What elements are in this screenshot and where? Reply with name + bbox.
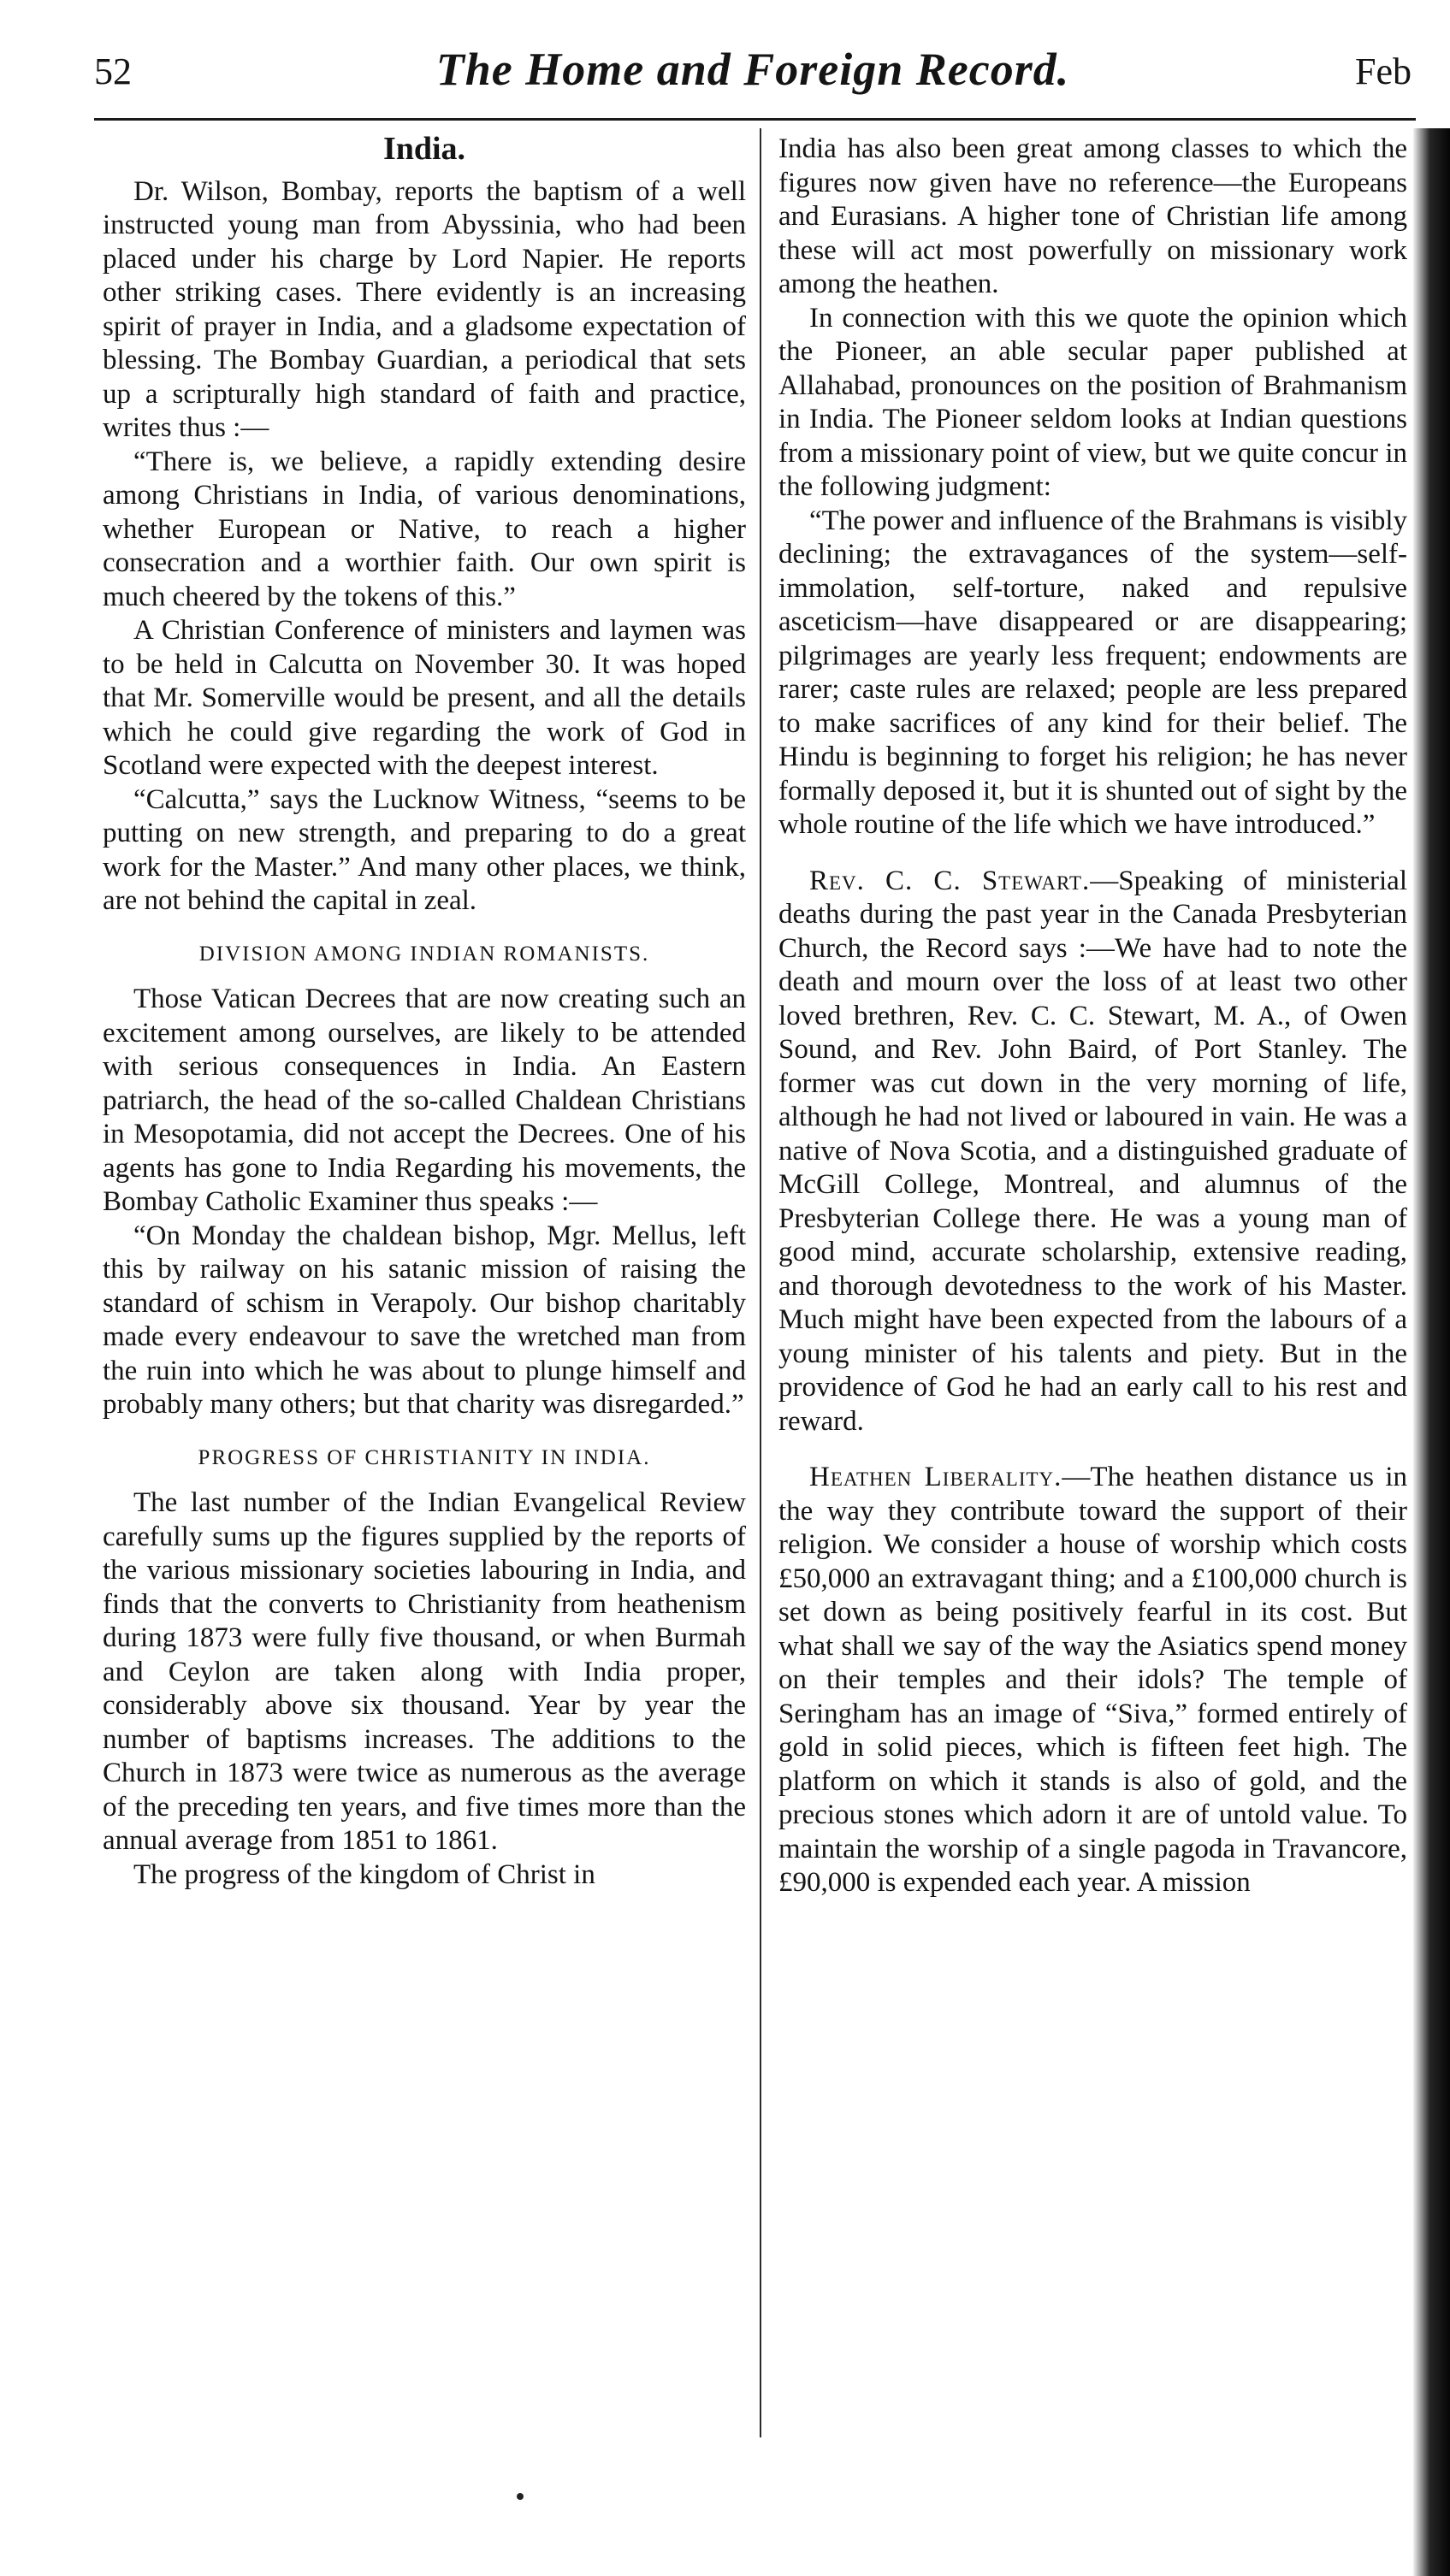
page-mark: [517, 2493, 524, 2500]
header-month: Feb: [1355, 50, 1412, 92]
header-rule: [94, 118, 1416, 121]
journal-title: The Home and Foreign Record.: [435, 44, 1070, 95]
paragraph: A Christian Conference of ministers and laymen was to be held in Calcutta on November 30. It was hoped that Mr. Somerville would be present, and all the details which he could give regarding the work of God in Scotland were expected with the deepest interest.: [103, 615, 746, 781]
page-number: 52: [94, 50, 132, 92]
paragraph: India has also been great among classes to which the figures now given have no reference—the Europeans and Eurasians. A higher tone of Christian life among these will act most powerfully on missionary work among the heathen.: [778, 133, 1407, 299]
column-divider: [760, 128, 761, 2437]
quote-paragraph: “The power and influence of the Brahmans is visibly declining; the extravagances of the system—self-immolation, self-torture, naked and repulsive asceticism—have disappeared or are disappearing; pilgrimages are yearly less frequent; endowments are rarer; caste rules are relaxed; people are less prepared to make sacrifices of any kind for their belief. The Hindu is beginning to forget his religion; he has never formally deposed it, but it is shunted out of sight by the whole routine of the life which we have introduced.”: [778, 505, 1407, 840]
paragraph-stewart: [778, 865, 1407, 1439]
paragraph: Dr. Wilson, Bombay, reports the baptism of a well instructed young man from Abyssinia, who had been placed under his charge by Lord Napier. He reports other striking cases. There evidently is an increasing spirit of prayer in India, and a gladsome expectation of blessing. The Bombay Guardian, a periodical that sets up a scripturally high standard of faith and practice, writes thus :—: [103, 175, 746, 443]
spacer: [778, 1439, 1407, 1461]
paragraph: Those Vatican Decrees that are now creating such an excitement among ourselves, are likely to be attended with serious consequences in India. An Eastern patriarch, the head of the so-called Chaldean Christians in Mesopotamia, did not accept the Decrees. One of his agents has gone to India Regarding his movements, the Bombay Catholic Examiner thus speaks :—: [103, 984, 746, 1217]
paragraph-heathen-liberality: [778, 1461, 1407, 1900]
subheading-division: DIVISION AMONG INDIAN ROMANISTS.: [198, 942, 650, 966]
page-header: [94, 34, 1412, 120]
quote-paragraph: “There is, we believe, a rapidly extending desire among Christians in India, of various denominations, whether European or Native, to reach a higher consecration and a worthier faith. Our own spirit is much cheered by the tokens of this.”: [103, 446, 746, 612]
left-column: [103, 133, 746, 1892]
quote-paragraph: “On Monday the chaldean bishop, Mgr. Mellus, left this by railway on his satanic mission of raising the standard of schism in Verapoly. Our bishop charitably made every endeavour to save the wretched man from the ruin into which he was about to plunge himself and probably many others; but that charity was disregarded.”: [103, 1220, 746, 1420]
paragraph: “Calcutta,” says the Lucknow Witness, “seems to be putting on new strength, and preparing to do a great work for the Master.” And many other places, we think, are not behind the capital in zeal.: [103, 783, 746, 916]
paragraph-body: —The heathen distance us in the way they contribute toward the support of their religion. We consider a house of worship which costs £50,000 an extravagant thing; and a £100,000 church is set down as being positively fearful in its cost. But what shall we say of the way the Asiatics spend money on their temples and their idols? The temple of Seringham has an image of “Siva,” formed entirely of gold in solid pieces, which is fifteen feet high. The platform on which it stands is also of gold, and the precious stones which adorn it are of untold value. To maintain the worship of a single pagoda in Travancore, £90,000 is expended each year. A mission: [778, 1462, 1407, 1898]
paragraph: The last number of the Indian Evangelical Review carefully sums up the figures supplied by the reports of the various missionary societies labouring in India, and finds that the converts to Christianity from heathenism during 1873 were fully five thousand, or when Burmah and Ceylon are taken along with India proper, considerably above six thousand. Year by year the number of baptisms increases. The additions to the Church in 1873 were twice as numerous as the average of the preceding ten years, and five times more than the annual average from 1851 to 1861.: [103, 1487, 746, 1856]
section-title-india: India.: [382, 131, 466, 167]
paragraph: The progress of the kingdom of Christ in: [133, 1858, 595, 1890]
subheading-progress: PROGRESS OF CHRISTIANITY IN INDIA.: [198, 1445, 651, 1469]
spacer: [778, 842, 1407, 865]
paragraph-body: —Speaking of ministerial deaths during the past year in the Canada Presbyterian Church, the Record says :—We have had to note the death and mourn over the loss of at least two other loved brethren, Rev. C. C. Stewart, M. A., of Owen Sound, and Rev. John Baird, of Port Stanley. The former was cut down in the very morning of life, although he had not lived or laboured in vain. He was a native of Nova Scotia, and a distinguished graduate of McGill College, Montreal, and alumnus of the Presbyterian College there. He was a young man of good mind, accurate scholarship, extensive reading, and thorough devotedness to the work of his Master. Much might have been expected from the labours of a young minister of his talents and piety. But in the providence of God he had an early call to his rest and reward.: [778, 865, 1407, 1437]
run-in-heading: Rev. C. C. Stewart.: [809, 865, 1091, 896]
right-column: [778, 133, 1407, 1900]
page-edge-shadow: [1413, 128, 1450, 2576]
run-in-heading: Heathen Liberality.: [809, 1462, 1062, 1492]
paragraph: In connection with this we quote the opinion which the Pioneer, an able secular paper published at Allahabad, pronounces on the position of Brahmanism in India. The Pioneer seldom looks at Indian questions from a missionary point of view, but we quite concur in the following judgment:: [778, 302, 1407, 502]
